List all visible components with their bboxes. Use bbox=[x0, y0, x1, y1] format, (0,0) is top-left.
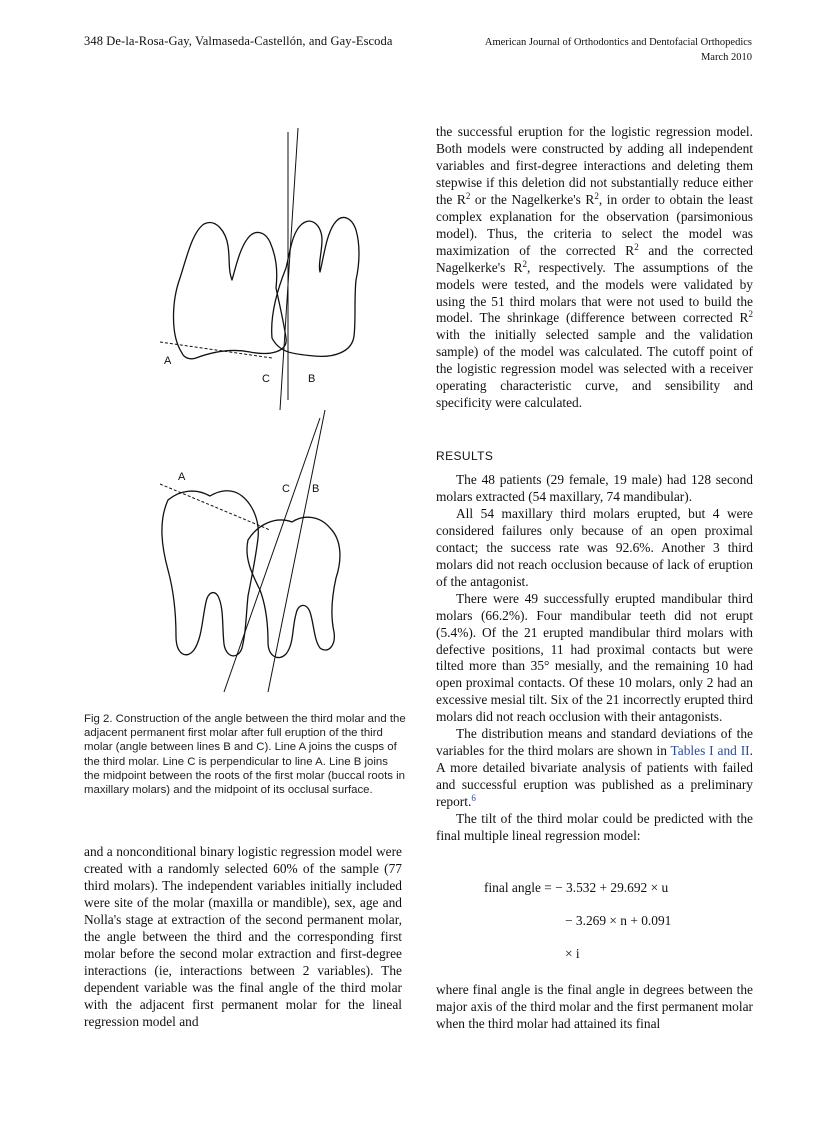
top-label-b: B bbox=[308, 373, 316, 385]
after-equation-paragraph: where final angle is the final angle in degrees between the major axis of the third molar and the first permanent molar when the third molar had attained its final bbox=[436, 982, 753, 1031]
left-paragraph: and a nonconditional binary logistic regression model were created with a randomly selected 60% of the sample (77 third molars). The independent variables initially included were site of the molar (maxilla or mandible), sex, age and Nolla's stage at extraction of the second permanent molar, the angle between the third and the corresponding first molar before the second molar extraction and first-degree interactions (ie, interactions between 2 variables). The dependent variable was the final angle of the third molar with the adjacent first permanent molar for the lineal regression model and bbox=[84, 844, 402, 1029]
running-header-left: 348 De-la-Rosa-Gay, Valmaseda-Castellón, and Gay-Escoda bbox=[84, 34, 393, 48]
maxillary-first-molar bbox=[174, 223, 287, 359]
text-run: the successful eruption for the logistic regression model. Both models were constructed by adding all independent variables and first-degree interactions and deleting them stepwise if this deletion did not substantially reduce either the R bbox=[436, 124, 753, 207]
superscript: 2 bbox=[634, 241, 639, 252]
methods-continuation bbox=[436, 124, 753, 412]
results-body bbox=[436, 472, 753, 845]
reference-6-link[interactable]: 6 bbox=[471, 793, 476, 804]
text-run: or the Nagelkerke's R bbox=[470, 191, 595, 207]
superscript: 2 bbox=[594, 190, 599, 201]
journal-name: American Journal of Orthodontics and Dentofacial Orthopedics bbox=[484, 37, 752, 48]
bottom-label-c: C bbox=[282, 483, 290, 495]
top-line-a bbox=[160, 342, 272, 358]
text-run: . A more detailed bivariate analysis of patients with failed and successful eruption was published as a preliminary report. bbox=[436, 743, 754, 810]
superscript: 2 bbox=[465, 190, 471, 201]
top-label-a: A bbox=[164, 355, 172, 367]
left-column-text bbox=[84, 844, 402, 1030]
bottom-line-c bbox=[224, 418, 320, 692]
results-paragraph-4 bbox=[436, 726, 753, 811]
superscript: 2 bbox=[748, 309, 753, 320]
text-run: , in order to obtain the least complex explanation for the observation (parsimonious model). Thus, the criteria to select the model was maximization of the corrected R bbox=[436, 191, 754, 258]
mandibular-first-molar bbox=[162, 491, 258, 656]
equation-line-1: final angle = − 3.532 + 29.692 × u bbox=[484, 880, 669, 895]
bottom-line-b bbox=[268, 410, 325, 692]
running-header-right bbox=[485, 35, 752, 65]
bottom-line-a bbox=[160, 484, 270, 530]
top-label-c: C bbox=[262, 373, 270, 385]
issue-date: March 2010 bbox=[700, 52, 752, 63]
results-paragraph-2: All 54 maxillary third molars erupted, but 4 were considered failures only because of an open proximal contact; the success rate was 92.6%. Another 3 third molars did not reach occlusion because of lack of eruption of the antagonist. bbox=[436, 505, 753, 589]
text-run: , respectively. The assumptions of the models were tested, and the models were validated by using the 51 third molars that were not used to build the model. The shrinkage (difference between corrected R bbox=[436, 259, 753, 326]
results-paragraph-1: The 48 patients (29 female, 19 male) had 128 second molars extracted (54 maxillary, 74 mandibular). bbox=[436, 472, 753, 504]
top-line-b bbox=[280, 128, 298, 410]
after-equation-text bbox=[436, 982, 753, 1033]
bottom-label-a: A bbox=[178, 471, 186, 483]
equation-line-2: − 3.269 × n + 0.091 bbox=[565, 913, 672, 928]
results-paragraph-5: The tilt of the third molar could be predicted with the final multiple lineal regression model: bbox=[436, 811, 753, 844]
results-paragraph-3: There were 49 successfully erupted mandibular third molars (66.2%). Four mandibular teeth did not erupt (5.4%). Of the 21 erupted mandibular third molars with defective positions, 11 had proximal contacts but were tilted more than 35° mesially, and the remaining 10 had open proximal contacts. Of these 10 molars, only 2 had an excessive mesial tilt. Six of the 21 incorrectly erupted third molars did not reach occlusion with their antagonists. bbox=[436, 590, 753, 725]
molar-angle-figure bbox=[120, 120, 420, 700]
superscript: 2 bbox=[522, 258, 527, 269]
text-run: with the initially selected sample and the validation sample) of the model was calculated. The cutoff point of the logistic regression model was selected with a receiver operating characteristic curve, and sensibility and specificity were calculated. bbox=[436, 327, 753, 411]
results-heading: RESULTS bbox=[436, 449, 494, 463]
text-run: The distribution means and standard deviations of the variables for the third molars are shown in bbox=[436, 726, 753, 759]
tables-link[interactable]: Tables I and II bbox=[670, 743, 750, 759]
bottom-label-b: B bbox=[312, 483, 320, 495]
methods-paragraph bbox=[436, 124, 753, 412]
figure-caption: Fig 2. Construction of the angle between the third molar and the adjacent permanent first molar after full eruption of the third molar (angle between lines B and C). Line A joins the cusps of the third molar. Line C is perpendicular to line A. Line B joins the midpoint between the roots of the first molar (buccal roots in maxillary molars) and the midpoint of its occlusal surface. bbox=[84, 713, 406, 797]
equation-line-3: × i bbox=[565, 946, 580, 961]
text-run: and the corrected Nagelkerke's R bbox=[436, 242, 753, 275]
